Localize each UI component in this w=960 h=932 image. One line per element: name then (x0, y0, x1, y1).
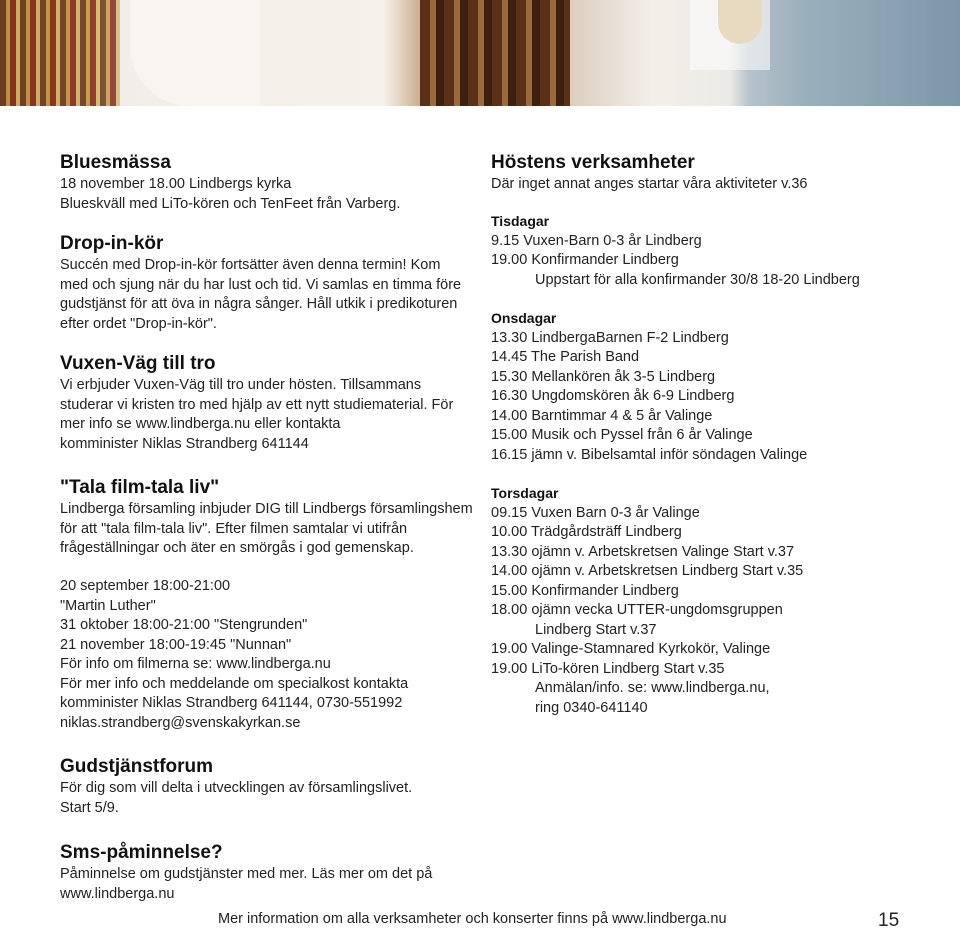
schedule-item: Anmälan/info. se: www.lindberga.nu, (535, 680, 770, 696)
schedule-item: 14.00 Barntimmar 4 & 5 år Valinge (491, 407, 713, 424)
day-heading: Tisdagar (491, 213, 550, 229)
blue-door (800, 0, 960, 106)
schedule-item: 19.00 LiTo-kören Lindberg Start v.35 (491, 660, 725, 677)
section-title: Bluesmässa (60, 152, 171, 173)
text-line: Blueskväll med LiTo-kören och TenFeet från Varberg. (60, 195, 401, 212)
text-line: www.lindberga.nu (60, 885, 175, 902)
text-line: Vi erbjuder Vuxen-Väg till tro under hösten. Tillsammans (60, 377, 422, 393)
day-heading: Onsdagar (491, 310, 557, 326)
schedule-item: 14.45 The Parish Band (491, 349, 640, 365)
schedule-item: 10.00 Trädgårdsträff Lindberg (491, 524, 682, 540)
schedule-item: 19.00 Valinge-Stamnared Kyrkokör, Valinge (491, 641, 771, 657)
section-title: Höstens verksamheter (491, 152, 695, 173)
section-bluesmassa (60, 151, 480, 214)
section-drop-in (60, 232, 480, 334)
text-line: För dig som vill delta i utvecklingen av församlingslivet. (60, 780, 413, 796)
text-line: Lindberga församling inbjuder DIG till Lindbergs församlingshem (60, 501, 473, 517)
text-line: 21 november 18:00-19:45 "Nunnan" (60, 636, 292, 653)
section-tala-film (60, 476, 480, 559)
text-line: Påminnelse om gudstjänster med mer. Läs mer om det på (60, 866, 433, 882)
pulpit (420, 0, 570, 106)
schedule-item: Uppstart för alla konfirmander 30/8 18-20 Lindberg (535, 271, 860, 288)
altarpiece (0, 0, 120, 106)
section-vuxen-vag (60, 352, 480, 454)
text-line: för att "tala film-tala liv". Efter filmen samtalar vi utifrån (60, 520, 408, 537)
section-title: Sms-påminnelse? (60, 842, 223, 863)
text-line: studerar vi kristen tro med hjälp av ett nytt studiematerial. För (60, 396, 454, 413)
text-line: För info om filmerna se: www.lindberga.nu (60, 656, 331, 672)
arch-window (130, 0, 260, 106)
text-line: Succén med Drop-in-kör fortsätter även denna termin! Kom (60, 257, 441, 273)
day-heading: Torsdagar (491, 485, 559, 501)
section-title: Drop-in-kör (60, 233, 164, 254)
text-line: För mer info och meddelande om specialkost kontakta (60, 675, 409, 692)
window (690, 0, 770, 70)
schedule-item: 16.15 jämn v. Bibelsamtal inför söndagen Valinge (491, 446, 808, 463)
header-photo-church-interior (0, 0, 960, 106)
schedule-tisdagar (491, 212, 931, 290)
section-gudstjanstforum (60, 755, 480, 818)
schedule-item: 16.30 Ungdomskören åk 6-9 Lindberg (491, 388, 735, 404)
section-title: Vuxen-Väg till tro (60, 353, 216, 374)
schedule-item: 14.00 ojämn v. Arbetskretsen Lindberg Start v.35 (491, 563, 804, 579)
section-title: Gudstjänstforum (60, 756, 214, 777)
section-title: "Tala film-tala liv" (60, 477, 220, 498)
schedule-item: 19.00 Konfirmander Lindberg (491, 252, 679, 268)
text-line: 20 september 18:00-21:00 (60, 578, 231, 594)
schedule-item: 15.00 Musik och Pyssel från 6 år Valinge (491, 427, 753, 443)
text-line: gudstjänst för att öva in några sånger. Håll utkik i predikoturen (60, 296, 458, 312)
text-line: niklas.strandberg@svenskakyrkan.se (60, 714, 301, 731)
page-number: 15 (878, 910, 900, 931)
text-line: Start 5/9. (60, 799, 119, 816)
text-line: komminister Niklas Strandberg 641144, 0730-551992 (60, 695, 403, 711)
text-line: komminister Niklas Strandberg 641144 (60, 435, 309, 452)
text-line: mer info se www.lindberga.nu eller kontakta (60, 416, 341, 432)
film-schedule (60, 577, 480, 733)
text-line: frågeställningar och äter en smörgås i god gemenskap. (60, 540, 414, 556)
text-line: 18 november 18.00 Lindbergs kyrka (60, 176, 292, 192)
text-line: efter ordet "Drop-in-kör". (60, 315, 217, 332)
footer-text: Mer information om alla verksamheter och konserter finns på www.lindberga.nu (218, 911, 727, 927)
schedule-item: 15.30 Mellankören åk 3-5 Lindberg (491, 368, 716, 385)
schedule-item: Lindberg Start v.37 (535, 621, 657, 638)
subtitle: Där inget annat anges startar våra aktiviteter v.36 (491, 176, 808, 192)
schedule-item: 09.15 Vuxen Barn 0-3 år Valinge (491, 504, 700, 521)
schedule-item: 15.00 Konfirmander Lindberg (491, 582, 679, 599)
schedule-item: 13.30 LindbergaBarnen F-2 Lindberg (491, 329, 729, 346)
hostens-header (491, 151, 931, 195)
schedule-item: 9.15 Vuxen-Barn 0-3 år Lindberg (491, 232, 702, 249)
schedule-item: ring 0340-641140 (535, 699, 648, 716)
schedule-item: 18.00 ojämn vecka UTTER-ungdomsgruppen (491, 602, 783, 618)
schedule-item: 13.30 ojämn v. Arbetskretsen Valinge Start v.37 (491, 543, 795, 560)
schedule-onsdagar (491, 309, 931, 465)
text-line: med och sjung när du har lust och tid. Vi samlas en timma före (60, 276, 462, 293)
section-sms (60, 841, 480, 904)
schedule-torsdagar (491, 484, 931, 718)
text-line: 31 oktober 18:00-21:00 "Stengrunden" (60, 617, 308, 633)
text-line: "Martin Luther" (60, 597, 156, 614)
